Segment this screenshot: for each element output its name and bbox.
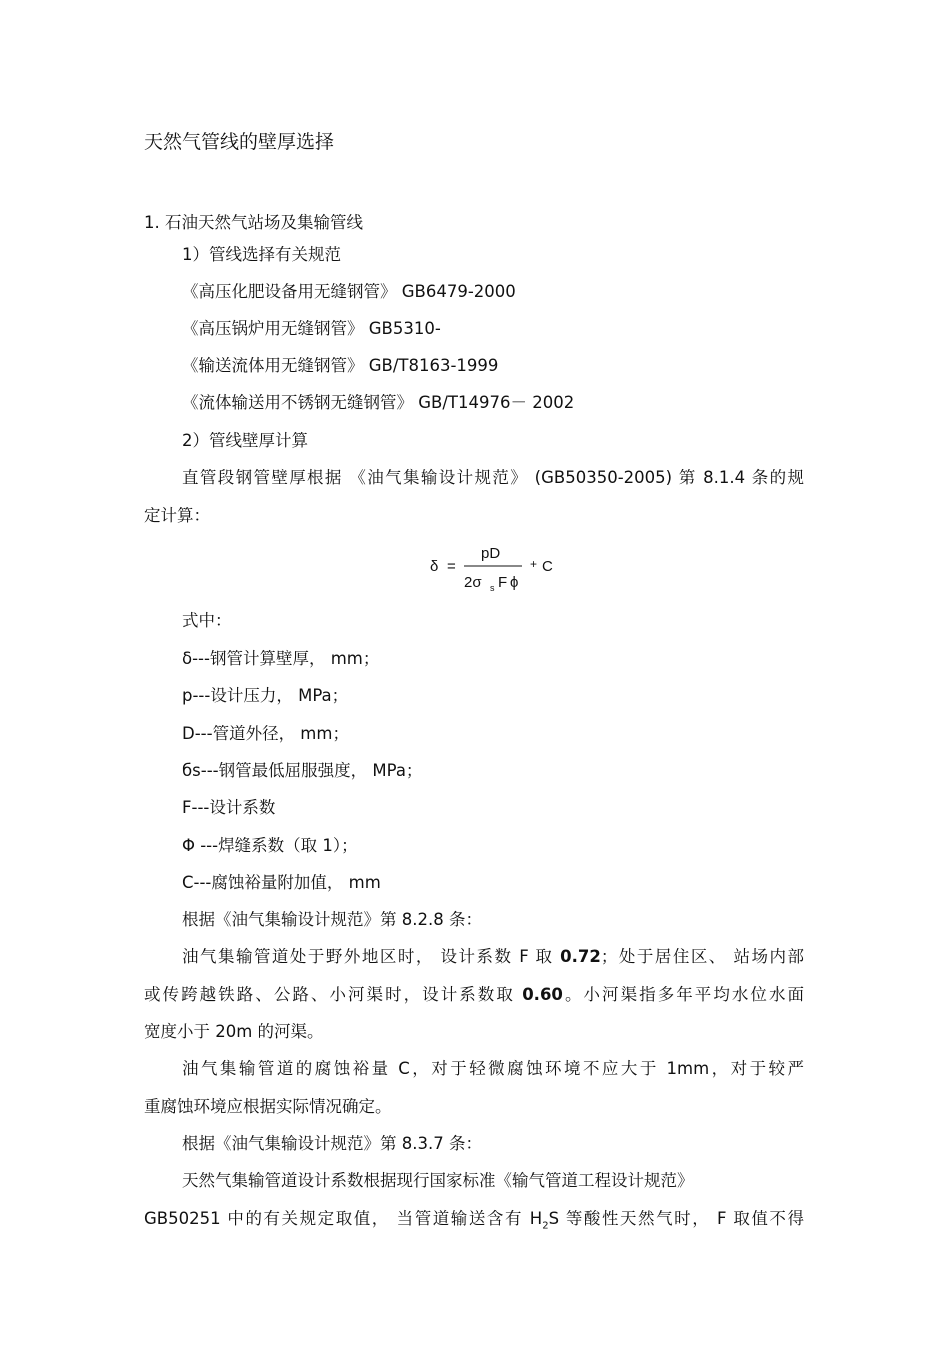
text-run: 。小河渠指多年平均水位水面 bbox=[562, 985, 805, 1004]
definition-item: F---设计系数 bbox=[182, 798, 276, 817]
subsection-heading: 2）管线壁厚计算 bbox=[182, 431, 308, 450]
formula-delta: δ bbox=[430, 558, 439, 575]
paragraph-line: 直管段钢管壁厚根据 《油气集输设计规范》 (GB50350-2005) 第 8.1.4 条的规 bbox=[182, 468, 804, 487]
design-factor-value: 0.60 bbox=[522, 985, 563, 1004]
formula-numerator: pD bbox=[481, 545, 501, 562]
formula-plus: + bbox=[530, 557, 538, 571]
definition-item: C---腐蚀裕量附加值， mm bbox=[182, 873, 381, 892]
text-run: GB50251 中的有关规定取值， 当管道输送含有 H bbox=[144, 1209, 543, 1228]
standard-item: 《流体输送用不锈钢无缝钢管》 GB/T14976－ 2002 bbox=[182, 393, 575, 412]
subsection-heading: 1）管线选择有关规范 bbox=[182, 245, 341, 264]
paragraph-line: 重腐蚀环境应根据实际情况确定。 bbox=[144, 1097, 392, 1116]
paragraph-line: 天然气集输管道设计系数根据现行国家标准《输气管道工程设计规范》 bbox=[182, 1171, 694, 1190]
standard-item: 《高压锅炉用无缝钢管》 GB5310- bbox=[182, 319, 441, 338]
section-heading: 1. 石油天然气站场及集输管线 bbox=[144, 213, 363, 232]
definition-item: δ---钢管计算壁厚， mm； bbox=[182, 649, 380, 668]
reference-line: 根据《油气集输设计规范》第 8.3.7 条： bbox=[182, 1134, 482, 1153]
definition-item: Φ ---焊缝系数（取 1）； bbox=[182, 836, 358, 855]
paragraph-line bbox=[144, 984, 804, 1006]
paragraph-line: 宽度小于 20m 的河渠。 bbox=[144, 1022, 324, 1041]
definition-item: D---管道外径， mm； bbox=[182, 724, 349, 743]
standard-item: 《输送流体用无缝钢管》 GB/T8163-1999 bbox=[182, 356, 499, 375]
where-label: 式中： bbox=[182, 611, 232, 630]
text-run: S 等酸性天然气时， F 取值不得 bbox=[548, 1209, 804, 1228]
formula-c: C bbox=[542, 558, 553, 575]
paragraph-line bbox=[144, 1208, 804, 1237]
paragraph-line: 定计算： bbox=[144, 506, 210, 525]
subscript: 2 bbox=[542, 1220, 549, 1232]
text-run: 或传跨越铁路、公路、小河渠时，设计系数取 bbox=[144, 985, 523, 1004]
page-title: 天然气管线的壁厚选择 bbox=[144, 131, 335, 153]
definition-item: p---设计压力， MPa； bbox=[182, 686, 349, 705]
formula-equals: = bbox=[447, 558, 456, 575]
standard-item: 《高压化肥设备用无缝钢管》 GB6479-2000 bbox=[182, 282, 516, 301]
formula-subscript-s: s bbox=[490, 583, 495, 593]
formula-denominator-f: F bbox=[498, 574, 508, 591]
text-run: ；处于居住区、 站场内部 bbox=[600, 947, 804, 966]
design-factor-value: 0.72 bbox=[560, 947, 601, 966]
formula-denominator-sigma: 2σ bbox=[464, 574, 482, 591]
paragraph-line: 油气集输管道的腐蚀裕量 C，对于轻微腐蚀环境不应大于 1mm，对于较严 bbox=[182, 1059, 804, 1078]
definition-item: бs---钢管最低屈服强度， MPa； bbox=[182, 761, 423, 780]
wall-thickness-formula bbox=[428, 540, 568, 596]
paragraph-line bbox=[182, 946, 804, 968]
reference-line: 根据《油气集输设计规范》第 8.2.8 条： bbox=[182, 910, 482, 929]
formula-denominator-phi: ϕ bbox=[510, 574, 519, 591]
text-run: 油气集输管道处于野外地区时， 设计系数 F 取 bbox=[182, 947, 561, 966]
